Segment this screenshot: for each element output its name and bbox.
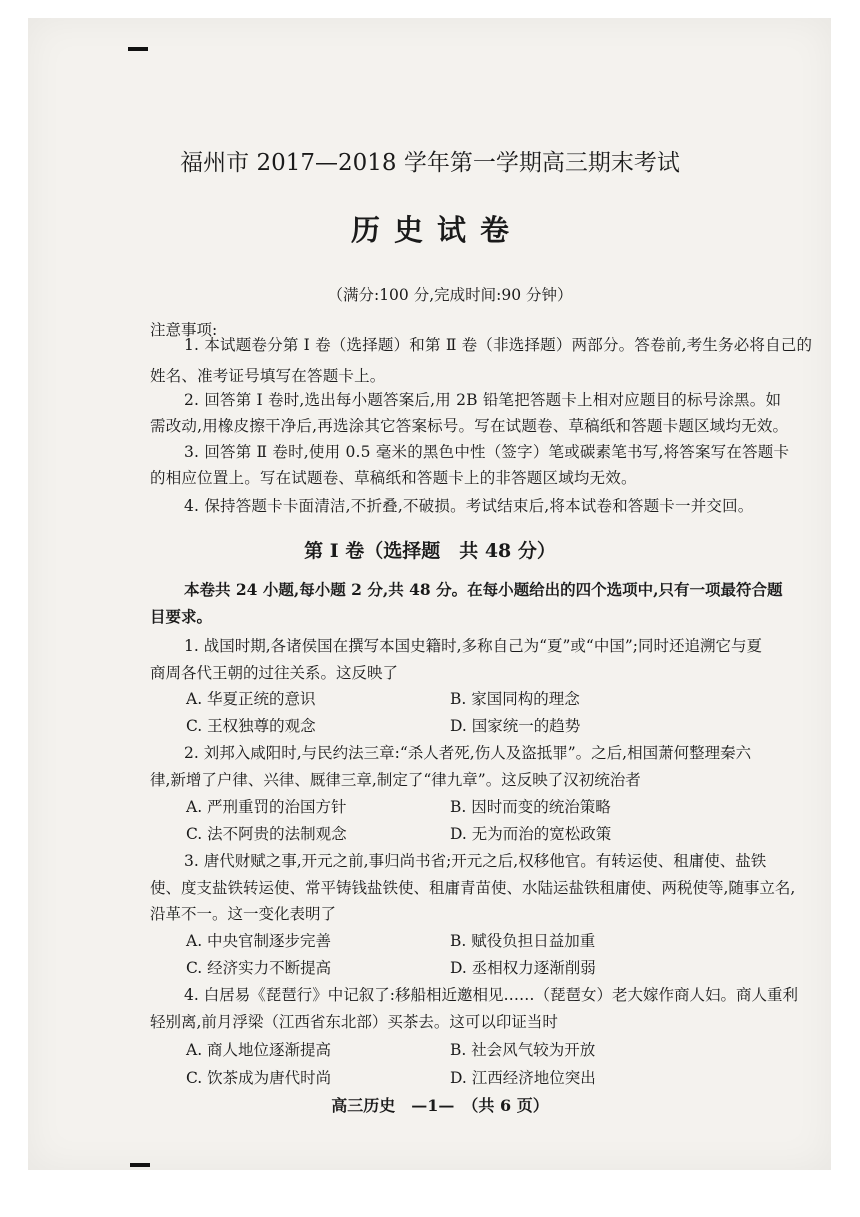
option-a: A. 华夏正统的意识 xyxy=(186,690,316,708)
registration-mark xyxy=(130,1163,150,1167)
option-a: A. 商人地位逐渐提高 xyxy=(186,1041,332,1059)
option-b: B. 赋役负担日益加重 xyxy=(450,932,596,950)
section-instruction: 目要求。 xyxy=(150,607,213,626)
option-c: C. 经济实力不断提高 xyxy=(186,959,332,977)
option-c: C. 法不阿贵的法制观念 xyxy=(186,825,347,843)
exam-meta: （满分:100 分,完成时间:90 分钟） xyxy=(327,286,573,304)
notice-line: 4. 保持答题卡卡面清洁,不折叠,不破损。考试结束后,将本试卷和答题卡一并交回。 xyxy=(184,497,754,515)
question-stem: 3. 唐代财赋之事,开元之前,事归尚书省;开元之后,权移他官。有转运使、租庸使、盐铁 xyxy=(184,852,767,870)
option-c: C. 王权独尊的观念 xyxy=(186,717,316,735)
notice-line: 2. 回答第 I 卷时,选出每小题答案后,用 2B 铅笔把答题卡上相对应题目的标号涂黑。如 xyxy=(184,391,782,409)
option-d: D. 国家统一的趋势 xyxy=(450,717,581,735)
question-stem: 使、度支盐铁转运使、常平铸钱盐铁使、租庸青苗使、水陆运盐铁租庸使、两税使等,随事立名, xyxy=(150,879,796,897)
notice-heading: 注意事项: xyxy=(150,321,218,339)
option-d: D. 无为而治的宽松政策 xyxy=(450,825,612,843)
question-stem: 2. 刘邦入咸阳时,与民约法三章:“杀人者死,伤人及盗抵罪”。之后,相国萧何整理秦六 xyxy=(184,744,752,762)
registration-mark xyxy=(128,47,148,51)
notice-line: 3. 回答第 Ⅱ 卷时,使用 0.5 毫米的黑色中性（签字）笔或碳素笔书写,将答案写在答题卡 xyxy=(184,443,790,461)
option-c: C. 饮茶成为唐代时尚 xyxy=(186,1069,332,1087)
notice-line: 1. 本试题卷分第 I 卷（选择题）和第 Ⅱ 卷（非选择题）两部分。答卷前,考生务必将自己的 xyxy=(184,336,813,354)
notice-line: 姓名、准考证号填写在答题卡上。 xyxy=(150,367,386,385)
option-b: B. 社会风气较为开放 xyxy=(450,1041,596,1059)
option-b: B. 家国同构的理念 xyxy=(450,690,580,708)
subject-title: 历史试卷 xyxy=(350,213,523,247)
question-stem: 沿革不一。这一变化表明了 xyxy=(150,905,337,923)
option-d: D. 丞相权力逐渐削弱 xyxy=(450,959,596,977)
question-stem: 商周各代王朝的过往关系。这反映了 xyxy=(150,664,399,682)
notice-line: 需改动,用橡皮擦干净后,再选涂其它答案标号。写在试题卷、草稿纸和答题卡题区域均无效。 xyxy=(150,417,789,435)
question-stem: 1. 战国时期,各诸侯国在撰写本国史籍时,多称自己为“夏”或“中国”;同时还追溯它与夏 xyxy=(184,637,762,655)
question-stem: 4. 白居易《琵琶行》中记叙了:移船相近邀相见……（琵琶女）老大嫁作商人妇。商人重利 xyxy=(184,986,798,1004)
notice-line: 的相应位置上。写在试题卷、草稿纸和答题卡上的非答题区域均无效。 xyxy=(150,469,637,487)
option-a: A. 中央官制逐步完善 xyxy=(186,932,332,950)
page-footer: 高三历史 —1— （共 6 页） xyxy=(331,1096,549,1115)
question-stem: 律,新增了户律、兴律、厩律三章,制定了“律九章”。这反映了汉初统治者 xyxy=(150,771,641,789)
option-d: D. 江西经济地位突出 xyxy=(450,1069,596,1087)
option-a: A. 严刑重罚的治国方针 xyxy=(186,798,347,816)
section-title: 第 I 卷（选择题 共 48 分） xyxy=(304,540,556,562)
exam-title: 福州市 2017—2018 学年第一学期高三期末考试 xyxy=(180,150,680,176)
question-stem: 轻别离,前月浮梁（江西省东北部）买茶去。这可以印证当时 xyxy=(150,1013,558,1031)
section-instruction: 本卷共 24 小题,每小题 2 分,共 48 分。在每小题给出的四个选项中,只有一项最符合题 xyxy=(184,580,783,599)
option-b: B. 因时而变的统治策略 xyxy=(450,798,611,816)
